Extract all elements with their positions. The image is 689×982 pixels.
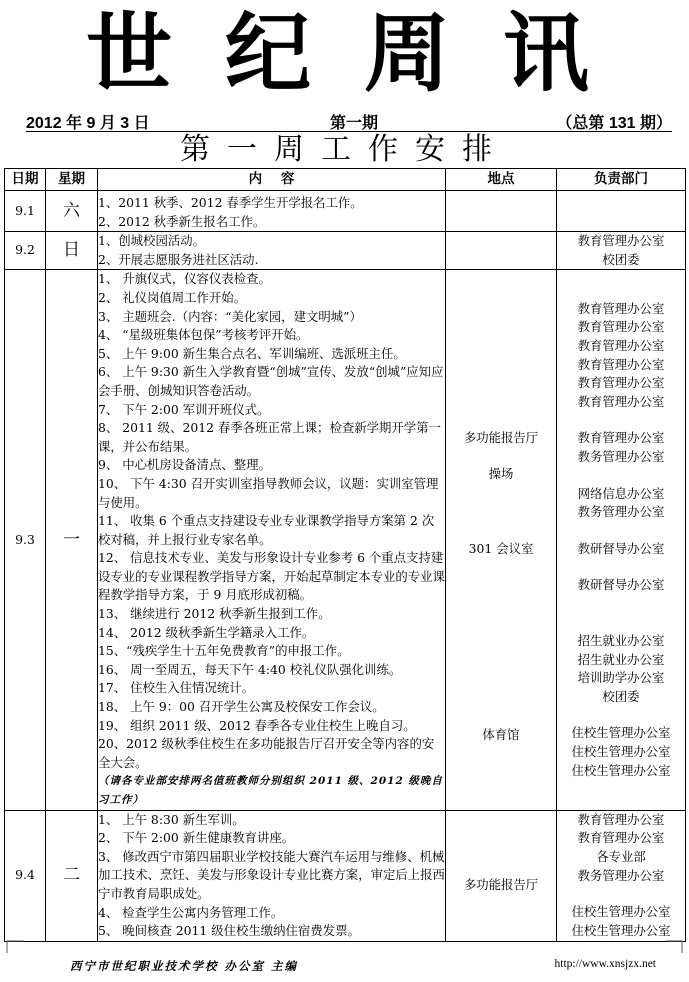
dept-line: 住校生管理办公室 [571, 922, 671, 938]
row-location [446, 270, 557, 810]
footer-editor: 西宁市世纪职业技术学校 办公室 主编 [70, 959, 299, 973]
dept-line: 住校生管理办公室 [571, 743, 671, 759]
content-line: 2、 下午 2:00 新生健康教育讲座。 [98, 830, 295, 846]
issue-line [26, 110, 672, 132]
masthead-char-2: 纪 [225, 3, 311, 104]
content-line: 15、“残疾学生十五年免费教育”的申报工作。 [98, 643, 350, 659]
dept-line: 教务管理办公室 [577, 867, 665, 883]
dept-line: 招生就业办公室 [577, 651, 665, 667]
page-corner-mark [6, 940, 24, 954]
location-line: 多功能报告厅 [463, 429, 539, 445]
row-content [98, 232, 446, 270]
masthead-char-4: 讯 [503, 3, 589, 104]
content-line: 3、 主题班会.（内容：“美化家园，建文明城”） [98, 308, 362, 324]
content-line: 6、 上午 9:30 新生入学教育暨“创城”宣传、发放“创城”应知应会手册、创城知识答卷活动。 [98, 364, 444, 398]
week-title: 第一周工作安排 [180, 132, 509, 167]
dept-line: 教研督导办公室 [577, 577, 665, 593]
dept-line: 校团委 [602, 251, 640, 267]
row-content [98, 810, 446, 941]
table-row [5, 810, 686, 941]
dept-line: 培训助学办公室 [577, 670, 665, 686]
dept-line: 教务管理办公室 [577, 504, 665, 520]
row-content [98, 191, 446, 232]
content-line: 12、 信息技术专业、美发与形象设计专业参考 6 个重点支持建设专业的专业课程教学指导方案，开始起草制定本专业的专业课程教学指导方案，于 9 月底形成初稿。 [98, 550, 445, 603]
header-day: 星期 [46, 169, 98, 191]
issue-date: 2012 年 9 月 3 日 [26, 115, 150, 132]
row-dept [557, 270, 686, 810]
dept-line: 教育管理办公室 [577, 300, 665, 316]
table-row [5, 232, 686, 270]
content-line: 1、2011 秋季、2012 春季学生开学报名工作。 [98, 195, 363, 210]
row-location [446, 191, 557, 232]
issue-period: 第一期 [330, 115, 379, 132]
content-line: 11、 收集 6 个重点支持建设专业专业课教学指导方案第 2 次校对稿，并上报行业专家名单。 [98, 513, 435, 547]
content-line: 10、 下午 4:30 召开实训室指导教师会议，议题：实训室管理与使用。 [98, 475, 439, 510]
content-line: 4、 检查学生公寓内务管理工作。 [98, 904, 284, 920]
location-line: 体育馆 [482, 726, 520, 742]
dept-line: 教育管理办公室 [577, 830, 665, 846]
schedule-table [4, 168, 686, 942]
footer [0, 958, 689, 978]
content-line: 19、 组织 2011 级、2012 春季各专业住校生上晚自习。 [98, 717, 416, 733]
dept-line: 教育管理办公室 [577, 319, 665, 335]
content-line: 1、创城校园活动。 [98, 233, 206, 249]
content-line: 18、 上午 9：00 召开学生公寓及校保安工作会议。 [98, 699, 385, 715]
dept-line: 网络信息办公室 [577, 485, 665, 501]
content-line: 20、2012 级秋季住校生在多功能报告厅召开安全等内容的安全大会。 [98, 736, 435, 770]
masthead-char-3: 周 [364, 3, 450, 104]
row-date: 9.3 [5, 270, 46, 810]
dept-line: 住校生管理办公室 [571, 904, 671, 920]
dept-line: 教育管理办公室 [577, 393, 665, 409]
content-line: 5、 晚间核查 2011 级住校生缴纳住宿费发票。 [98, 923, 360, 939]
header-dept: 负责部门 [557, 169, 686, 191]
table-row [5, 270, 686, 810]
page-corner-mark [665, 940, 683, 954]
content-line: 1、 升旗仪式，仪容仪表检查。 [98, 271, 271, 287]
content-line: 13、 继续进行 2012 秋季新生报到工作。 [98, 606, 331, 622]
row-dept [557, 810, 686, 941]
issue-total: （总第 131 期） [556, 115, 672, 132]
content-line: 8、 2011 级、2012 春季各班正常上课；检查新学期开学第一课，并公布结果。 [98, 420, 441, 454]
header-location: 地点 [446, 169, 557, 191]
dept-line: 教育管理办公室 [577, 338, 665, 354]
row-dept [557, 232, 686, 270]
location-line: 操场 [488, 466, 514, 482]
footer-website-link[interactable]: http://www.xnsjzx.net [554, 958, 656, 970]
row-content [98, 270, 446, 810]
content-line: 9、 中心机房设备清点、整理。 [98, 457, 271, 473]
header-content: 内 容 [98, 169, 446, 191]
dept-line: 招生就业办公室 [577, 632, 665, 648]
content-line: 3、 修改西宁市第四届职业学校技能大赛汽车运用与维修、机械加工技术、烹饪、美发与形象设计专业比赛方案，审定后上报西宁市教育局职成处。 [98, 848, 445, 901]
row-location [446, 232, 557, 270]
dept-line: 教务管理办公室 [577, 449, 665, 464]
row-day: 六 [46, 191, 98, 232]
dept-line: 住校生管理办公室 [571, 762, 671, 778]
dept-line: 教育管理办公室 [577, 811, 665, 827]
table-row [5, 191, 686, 232]
content-line: 2、开展志愿服务进社区活动. [98, 251, 259, 267]
content-line: 17、 住校生入住情况统计。 [98, 680, 255, 696]
row-date: 9.4 [5, 810, 46, 941]
row-dept [557, 191, 686, 232]
dept-line: 校团委 [602, 688, 640, 704]
masthead [0, 3, 689, 104]
content-line: 2、 礼仪岗值周工作开始。 [98, 289, 247, 305]
header-date: 日期 [5, 169, 46, 191]
row-day: 二 [46, 810, 98, 941]
location-line: 多功能报告厅 [463, 876, 539, 892]
row-location [446, 810, 557, 941]
dept-line: 教研督导办公室 [577, 540, 665, 556]
dept-line: 教育管理办公室 [577, 233, 665, 249]
row-day: 日 [46, 232, 98, 270]
masthead-char-1: 世 [86, 3, 172, 104]
content-line: 7、 下午 2:00 军训开班仪式。 [98, 401, 270, 417]
table-header-row [5, 169, 686, 191]
content-line: 14、 2012 级秋季新生学籍录入工作。 [98, 624, 315, 640]
content-line: 16、 周一至周五，每天下午 4:40 校礼仪队强化训练。 [98, 661, 402, 677]
dept-line: 住校生管理办公室 [571, 725, 671, 741]
row-date: 9.1 [5, 191, 46, 232]
dept-line: 教育管理办公室 [577, 430, 665, 446]
content-line: 5、 上午 9:00 新生集合点名、军训编班、选派班主任。 [98, 345, 406, 361]
row-day: 一 [46, 270, 98, 810]
content-line: 2、2012 秋季新生报名工作。 [98, 213, 266, 229]
dept-line: 教育管理办公室 [577, 375, 665, 391]
dept-line: 各专业部 [596, 849, 646, 865]
row-date: 9.2 [5, 232, 46, 270]
dept-line: 教育管理办公室 [577, 356, 665, 372]
content-line: 4、 “星级班集体包保”考核考评开始。 [98, 327, 309, 343]
location-line: 301 会议室 [468, 540, 534, 556]
content-note: （请各专业部安排两名值班教师分别组织 2011 级、2012 级晚自习工作） [98, 775, 443, 806]
content-line: 1、 上午 8:30 新生军训。 [98, 811, 245, 827]
